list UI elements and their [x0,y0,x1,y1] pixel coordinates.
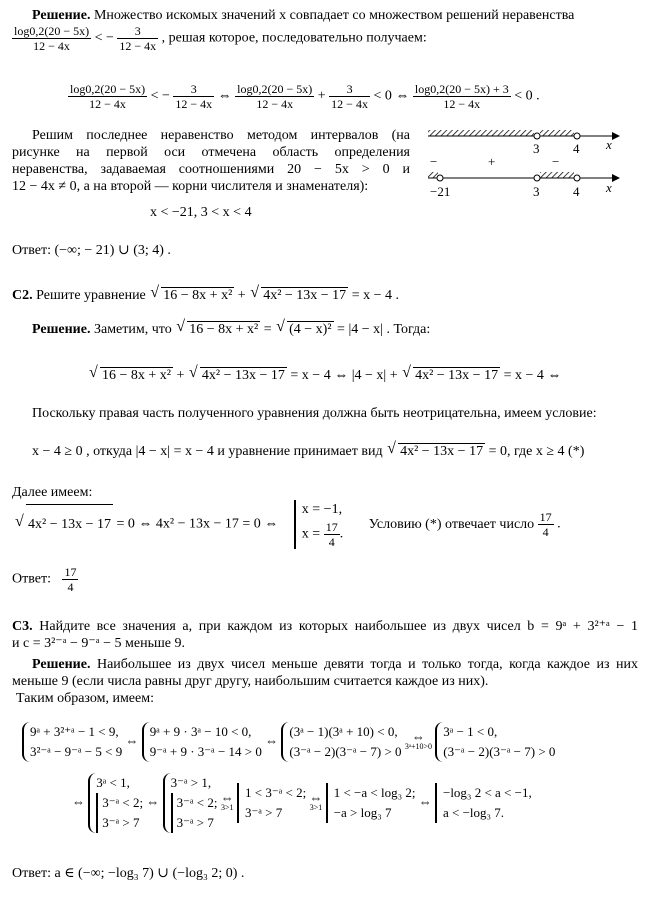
c2-solution-label: Решение. [32,322,91,337]
c3-sol-line-2: меньше 9 (если числа равны друг другу, наибольшим считается каждое из них). [12,674,489,689]
c2-system-line: √ 4x² − 13x − 17 = 0 ⇔ 4x² − 13x − 17 = 0 ⇔ x = −1, x = $\frac{17}{4}$ . Условию (*) отвечает число $\frac{17}{4}$ . [14,500,561,549]
c2-answer: Ответ: $\frac{17}{4}$ [12,565,77,594]
c1-ineq-fraction-1: $\frac{\log 0,2(20 - 5x)}{12 - 4x}$ [14,24,90,53]
c1-inequality-line: $\frac{\log 0,2(20 - 5x)}{12 - 4x}$ < − $\frac{3}{12 - 4x}$ , решая которое, последовательно получаем: [14,24,427,53]
axis2-point-4 [574,175,580,181]
axis2-sign-2: + [488,154,496,169]
c1-chain: $\frac{\log 0,2(20 - 5x)}{12 - 4x}$ < − $\frac{3}{12 - 4x}$ ⇔ $\frac{\log 0,2(20 - 5x)}{12 - 4x}$ + $\frac{3}{12 - 4x}$ < 0 ⇔ $\frac{\log 0,2(20 - 5x) + 3}{12 - 4x}$ < 0 . [70,82,540,111]
c2-next: Далее имеем: [12,485,93,500]
axis1-label-x: x [606,137,612,152]
c3-answer: Ответ: a ∈ (−∞; −log₃ 7) ∪ (−log₃ 2; 0) . [12,866,245,881]
axis2-hatch-left [428,172,438,178]
axis2-label-4: 4 [573,184,580,199]
axis2-point-3 [534,175,540,181]
c1-para-line-2: рисунке на первой оси отмечена область определения [12,145,410,160]
axis1-label-3: 3 [533,141,540,156]
c1-number-lines [422,126,622,206]
c1-para-line-4: 12 − 4x ≠ 0, а на второй — корни числителя и знаменателя): [12,179,369,194]
c1-para-line-1: Решим последнее неравенство методом интервалов (на [32,128,410,143]
c1-para-line-3: неравенства, задаваемая соотношениями 20 − 5x > 0 и [12,162,410,177]
c1-result: x < −21, 3 < x < 4 [150,205,252,220]
axis1-point-3 [534,133,540,139]
axis2-label-3: 3 [533,184,540,199]
c1-ineq-fraction-2: $\frac{3}{12 - 4x}$ [119,24,157,53]
c2-since: Поскольку правая часть полученного уравнения должна быть неотрицательна, имеем условие: [32,406,597,421]
c2-roots-bracket: x = −1, x = $\frac{17}{4}$ . [294,500,343,549]
c3-task-line-1: С3. Найдите все значения a, при каждом из которых наибольшее из двух чисел b = 9ᵃ + 3²⁺ᵃ − 1 [12,619,639,634]
c2-task-label: С2. [12,288,33,303]
c1-solution-label: Решение. [32,8,91,23]
axis2-hatch-mid [540,172,574,178]
axis2-point-m21 [437,175,443,181]
c2-equation-chain: √ 16 − 8x + x² + √ 4x² − 13x − 17 = x − 4 ⇔ |4 − x| + √ 4x² − 13x − 17 = x − 4 ⇔ [88,367,561,384]
c3-sol-line-1: Решение. Наибольшее из двух чисел меньше девяти тогда и только тогда, когда каждое из них [32,657,638,672]
c1-intro-text: Множество искомых значений x совпадает со множеством решений неравенства [93,8,575,23]
axis2-label-x: x [606,180,612,195]
c1-intro [32,8,638,24]
c2-task-root-1: √ 16 − 8x + x² [151,287,234,304]
axis2-label-m21: −21 [430,184,451,199]
c3-system-row-1: 9ᵃ + 3²⁺ᵃ − 1 < 9, 3²⁻ᵃ − 9⁻ᵃ − 5 < 9 ⇔ 9ᵃ + 9 · 3ᵃ − 10 < 0, 9⁻ᵃ + 9 · 3⁻ᵃ − 14 > 0 ⇔ (3ᵃ − 1)(3ᵃ + 10) < 0, (3⁻ᵃ − 2)(3⁻ᵃ − 7) > 0 ⇔ 3ᵃ+10>0 3ᵃ − 1 < 0, (3⁻ᵃ − 2)(3⁻ᵃ − 7) > 0 [22,722,555,762]
c2-condition: x − 4 ≥ 0 , откуда |4 − x| = x − 4 и уравнение принимает вид √ 4x² − 13x − 17 = 0, где x ≥ 4 (*) [32,443,584,460]
c1-answer: Ответ: (−∞; − 21) ∪ (3; 4) . [12,243,171,258]
c2-task: С2. Решите уравнение √ 16 − 8x + x² + √ 4x² − 13x − 17 = x − 4 . [12,287,399,304]
c2-task-root-2: √ 4x² − 13x − 17 [251,287,348,304]
axis2-sign-3: − [552,154,560,169]
axis1-hatch [428,130,534,136]
axis1-point-4 [574,133,580,139]
axis2-sign-1: − [430,154,438,169]
c3-system-row-2: ⇔ 3ᵃ < 1, 3⁻ᵃ < 2; 3⁻ᵃ > 7 ⇔ 3⁻ᵃ > 1, 3⁻ᵃ < 2; 3⁻ᵃ > 7 ⇔ 3>1 1 < 3⁻ᵃ < 2; 3⁻ᵃ > 7 ⇔ 3>1 1 < −a < log₃ 2; −a > log₃ 7 ⇔ −log₃ 2 < a < −1, a < −log₃ 7. [72,773,532,833]
c3-sol-line-3: Таким образом, имеем: [16,691,154,706]
c3-task-line-2: и c = 3²⁻ᵃ − 9⁻ᵃ − 5 меньше 9. [12,636,185,651]
c2-note: Решение. Заметим, что √ 16 − 8x + x² = √ (4 − x)² = |4 − x| . Тогда: [32,321,430,338]
axis1-label-4: 4 [573,141,580,156]
